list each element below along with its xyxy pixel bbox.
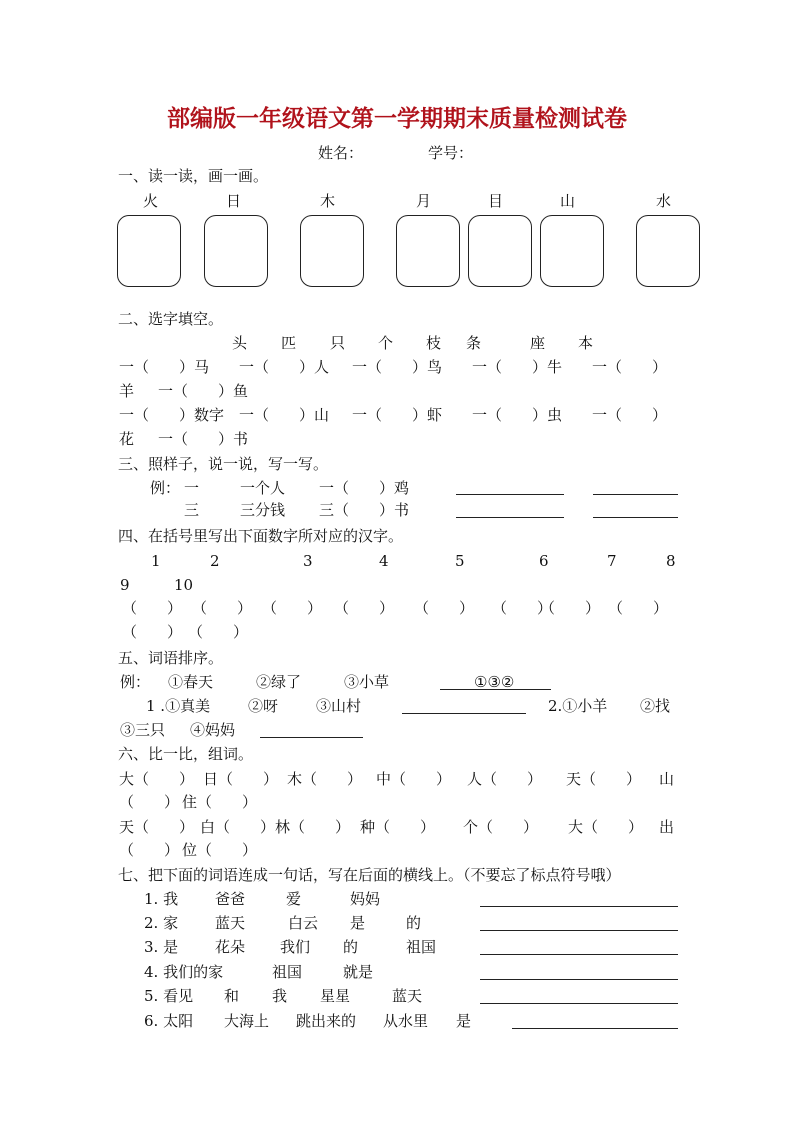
compare-item: 大（ ） (119, 770, 195, 788)
answer-paren[interactable]: （ ） (608, 599, 669, 617)
sentence-word: 我们 (280, 938, 311, 956)
sentence-word: 我 (272, 987, 288, 1005)
fill-item: 一（ ）数字 (119, 406, 225, 424)
char-label: 目 (488, 192, 504, 210)
compare-item: （ ） (119, 793, 180, 811)
section-3-heading: 三、照样子，说一说，写一写。 (118, 455, 329, 473)
option-word: 枝 (426, 334, 442, 352)
sentence-word: 爱 (286, 890, 302, 908)
order-word: ②找 (640, 697, 671, 715)
char-label: 日 (226, 192, 242, 210)
answer-paren[interactable]: （ ） (192, 599, 253, 617)
option-word: 只 (330, 334, 346, 352)
compare-item: 大（ ） (568, 818, 644, 836)
compare-item: 中（ ） (376, 770, 452, 788)
answer-paren[interactable]: （ ） (540, 599, 601, 617)
sentence-word: 6. 太阳 (144, 1012, 194, 1030)
sentence-word: 蓝天 (392, 987, 423, 1005)
answer-line[interactable] (402, 713, 526, 714)
section-1-heading: 一、读一读，画一画。 (118, 167, 269, 185)
answer-paren[interactable]: （ ） (414, 599, 475, 617)
answer-paren[interactable]: （ ） (262, 599, 323, 617)
sentence-word: 3. 是 (144, 938, 179, 956)
answer-line[interactable] (480, 979, 678, 980)
sentence-word: 爸爸 (215, 890, 246, 908)
number-item: 5 (455, 552, 465, 570)
compare-item: 山 (659, 770, 675, 788)
compare-item: 出 (659, 818, 675, 836)
char-label: 山 (560, 192, 576, 210)
order-word: ③山村 (316, 697, 362, 715)
number-item: 8 (666, 552, 676, 570)
compare-item: 白（ ） (200, 818, 276, 836)
compare-item: 位（ ） (182, 841, 258, 859)
compare-item: 个（ ） (463, 818, 539, 836)
sentence-word: 的 (343, 938, 359, 956)
section-6-heading: 六、比一比，组词。 (118, 745, 254, 763)
sentence-word: 从水里 (383, 1012, 429, 1030)
compare-item: 木（ ） (287, 770, 363, 788)
number-item: 6 (539, 552, 549, 570)
sentence-word: 是 (456, 1012, 472, 1030)
option-word: 本 (578, 334, 594, 352)
order-word: 2.①小羊 (548, 697, 608, 715)
fill-item: 一（ ） (592, 406, 668, 424)
sentence-word: 和 (224, 987, 240, 1005)
number-item: 9 (120, 576, 130, 594)
fill-item: 一（ ） (592, 358, 668, 376)
sentence-word: 4. 我们的家 (144, 963, 224, 981)
order-word: ②绿了 (256, 673, 302, 691)
compare-item: 林（ ） (275, 818, 351, 836)
fill-item: 一（ ）马 (119, 358, 210, 376)
fill-item: 一（ ）山 (239, 406, 330, 424)
order-word: 1 .①真美 (146, 697, 211, 715)
drawing-box[interactable] (300, 215, 364, 287)
number-item: 4 (379, 552, 389, 570)
number-item: 3 (303, 552, 313, 570)
section-7-heading: 七、把下面的词语连成一句话，写在后面的横线上。（不要忘了标点符号哦） (118, 866, 621, 884)
drawing-box[interactable] (636, 215, 700, 287)
order-word: ④妈妈 (190, 721, 236, 739)
example-word: 三分钱 (240, 501, 286, 519)
page-title: 部编版一年级语文第一学期期末质量检测试卷 (167, 105, 627, 132)
answer-paren[interactable]: （ ） (492, 599, 553, 617)
answer-paren[interactable]: （ ） (122, 599, 183, 617)
compare-item: 住（ ） (182, 793, 258, 811)
sentence-word: 白云 (288, 914, 319, 932)
drawing-box[interactable] (396, 215, 460, 287)
answer-line[interactable] (480, 930, 678, 931)
sentence-word: 星星 (320, 987, 351, 1005)
compare-item: 人（ ） (467, 770, 543, 788)
order-word: ①春天 (168, 673, 214, 691)
answer-paren[interactable]: （ ） (122, 623, 183, 641)
fill-item: 一（ ）鱼 (158, 382, 249, 400)
answer-line[interactable] (456, 494, 564, 495)
compare-item: （ ） (119, 841, 180, 859)
answer-line[interactable] (593, 494, 678, 495)
example-word: 三（ ）书 (319, 501, 410, 519)
option-word: 头 (232, 334, 248, 352)
option-word: 匹 (281, 334, 297, 352)
option-word: 条 (466, 334, 482, 352)
section-5-heading: 五、词语排序。 (118, 649, 224, 667)
fill-item: 一（ ）鸟 (352, 358, 443, 376)
sentence-word: 的 (406, 914, 422, 932)
number-item: 10 (174, 576, 194, 594)
drawing-box[interactable] (540, 215, 604, 287)
answer-line (440, 689, 551, 690)
fill-item: 一（ ）虫 (472, 406, 563, 424)
option-word: 个 (378, 334, 394, 352)
example-word: 一（ ）鸡 (319, 479, 410, 497)
sentence-word: 跳出来的 (296, 1012, 357, 1030)
answer-line[interactable] (480, 1003, 678, 1004)
fill-item: 一（ ）人 (239, 358, 330, 376)
sentence-word: 祖国 (406, 938, 437, 956)
number-item: 2 (210, 552, 220, 570)
answer-line[interactable] (480, 906, 678, 907)
drawing-box[interactable] (468, 215, 532, 287)
fill-item: 一（ ）书 (158, 430, 249, 448)
order-word: ②呀 (248, 697, 279, 715)
sentence-word: 是 (350, 914, 366, 932)
answer-line[interactable] (480, 954, 678, 955)
example-word: 一个人 (240, 479, 286, 497)
fill-item: 一（ ）虾 (352, 406, 443, 424)
compare-item: 种（ ） (360, 818, 436, 836)
order-word: ③小草 (344, 673, 390, 691)
example-word: 三 (184, 501, 200, 519)
name-label: 姓名： (318, 144, 364, 162)
answer-paren[interactable]: （ ） (334, 599, 395, 617)
student-number-label: 学号： (428, 144, 474, 162)
answer-line[interactable] (260, 737, 363, 738)
answer-line[interactable] (456, 517, 564, 518)
compare-item: 天（ ） (566, 770, 642, 788)
example-label: 例： (120, 673, 151, 691)
compare-item: 天（ ） (119, 818, 195, 836)
option-word: 座 (530, 334, 546, 352)
sentence-word: 5. 看见 (144, 987, 194, 1005)
section-4-heading: 四、在括号里写出下面数字所对应的汉字。 (118, 527, 404, 545)
example-label: 例： (150, 479, 181, 497)
sentence-word: 花朵 (215, 938, 246, 956)
sentence-word: 2. 家 (144, 914, 179, 932)
sentence-word: 妈妈 (350, 890, 381, 908)
example-word: 一 (184, 479, 200, 497)
section-2-heading: 二、选字填空。 (118, 310, 224, 328)
drawing-box[interactable] (117, 215, 181, 287)
char-label: 月 (416, 192, 432, 210)
answer-line[interactable] (593, 517, 678, 518)
answer-paren[interactable]: （ ） (188, 623, 249, 641)
drawing-box[interactable] (204, 215, 268, 287)
compare-item: 日（ ） (203, 770, 279, 788)
sentence-word: 祖国 (272, 963, 303, 981)
fill-item: 花 (119, 430, 135, 448)
number-item: 7 (607, 552, 617, 570)
order-word: ③三只 (120, 721, 166, 739)
char-label: 水 (656, 192, 672, 210)
char-label: 火 (143, 192, 159, 210)
fill-item: 一（ ）牛 (472, 358, 563, 376)
answer-line[interactable] (512, 1028, 678, 1029)
sentence-word: 1. 我 (144, 890, 179, 908)
number-item: 1 (151, 552, 161, 570)
fill-item: 羊 (119, 382, 135, 400)
sentence-word: 大海上 (224, 1012, 270, 1030)
char-label: 木 (320, 192, 336, 210)
sentence-word: 蓝天 (215, 914, 246, 932)
example-answer: ①③② (474, 673, 515, 691)
sentence-word: 就是 (343, 963, 374, 981)
